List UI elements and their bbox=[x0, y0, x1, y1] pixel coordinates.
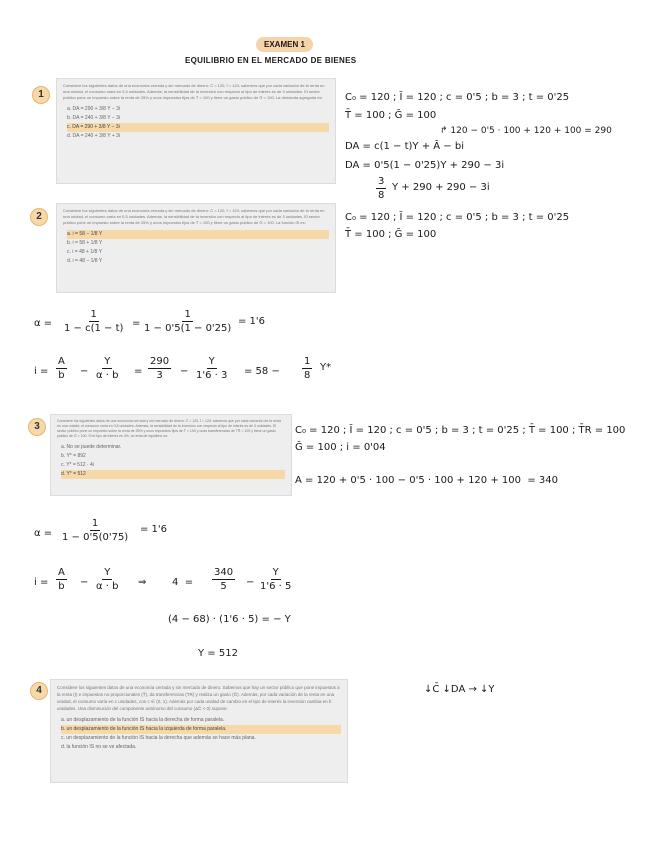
q2-is-num-5: 1 bbox=[304, 356, 311, 367]
question-1-option-c-selected[interactable]: c. DA = 290 + 3/8 Y − 3i bbox=[67, 123, 329, 132]
question-4-option-a[interactable]: a. un desplazamiento de la función IS hacia la derecha de forma paralela. bbox=[61, 717, 225, 723]
q2-is-den-3: 3 bbox=[156, 370, 163, 381]
question-number-3: 3 bbox=[28, 418, 46, 436]
q3-note-data-2: Ḡ = 100 ; i = 0'04 bbox=[295, 442, 386, 453]
q2-is-den-4: 1'6 · 3 bbox=[196, 370, 228, 381]
q3-alpha-result: = 1'6 bbox=[140, 524, 168, 535]
q3-is-num-4: Y bbox=[272, 567, 279, 578]
q3-is-num-2: Y bbox=[104, 567, 111, 578]
q2-alpha-lhs: α = bbox=[34, 318, 53, 329]
question-2-options bbox=[57, 228, 335, 266]
q2-is-num-4: Y bbox=[208, 356, 215, 367]
q1-frac-den: 8 bbox=[378, 190, 385, 201]
q3-is-minus-2: − bbox=[246, 577, 255, 588]
q3-is-frac-1 bbox=[56, 567, 67, 593]
q1-note-da-sub: DA = 0'5(1 − 0'25)Y + 290 − 3i bbox=[345, 160, 505, 171]
q1-note-data-1: C₀ = 120 ; Ī = 120 ; c = 0'5 ; b = 3 ; t = 0'25 bbox=[345, 92, 570, 103]
question-4-option-b-selected[interactable]: b. un desplazamiento de la función IS hacia la izquierda de forma paralela. bbox=[61, 725, 341, 734]
q3-alpha-num: 1 bbox=[91, 518, 99, 529]
q3-is-num-3: 340 bbox=[214, 567, 234, 578]
q3-is-frac-2 bbox=[96, 567, 118, 593]
q2-alpha-frac-1 bbox=[64, 309, 123, 335]
question-2-statement: Considere los siguientes datos de una economía cerrada y sin mercado de dinero: C̄ = 120, Ī = 120; sabemos que por cada variación de la renta en una unidad, el consumo varía en 0,5 unidades. Además, la sensibilidad de la inversión con respecto al tipo de interés es de 3 unidades. El sector público pone un impuesto sobre la renta de 25% y unos impuestos fijos de T̄ = 100 y tiene un gasto público de Ḡ = 100. La función IS es: bbox=[63, 208, 325, 225]
q2-is-den-2: α · b bbox=[96, 370, 119, 381]
q2-is-frac-1 bbox=[56, 356, 67, 382]
question-1-options bbox=[57, 103, 335, 141]
q2-is-den-1: b bbox=[58, 370, 65, 381]
question-3-option-c[interactable]: c. Y* = 512 · 4i bbox=[61, 462, 94, 468]
q2-alpha-den-2: 1 − 0'5(1 − 0'25) bbox=[144, 323, 232, 334]
question-2-card bbox=[56, 203, 336, 293]
q3-is-four: 4 = bbox=[172, 577, 194, 588]
question-number-1: 1 bbox=[32, 86, 50, 104]
question-3-option-d-selected[interactable]: d. Y* = 512 bbox=[61, 470, 285, 479]
q3-alpha-frac bbox=[62, 518, 128, 544]
q3-is-lhs: i = bbox=[34, 577, 49, 588]
q2-note-data-1: C₀ = 120 ; Ī = 120 ; c = 0'5 ; b = 3 ; t = 0'25 bbox=[345, 212, 570, 223]
question-2-option-d[interactable]: d. i = 48 − 1/8 Y bbox=[67, 258, 103, 264]
question-3-options bbox=[51, 441, 291, 479]
question-4-statement: Considere los siguientes datos de una economía cerrada y sin mercado de dinero. Sabemos que hay un sector público que pone impuestos a la renta (t) e impuestos no proporcionales (T̄), da transferencias (TR) y realiza un gasto (Ḡ). Además, por cada variación de la renta en una unidad, el consumo varía en c unidades, con c ∈ (0, 1). Además por cada unidad de cambio en el tipo de interés la inversión cambia en b unidades. Una disminución del componente autónomo del consumo (ΔC̄ < 0) supone: bbox=[57, 685, 340, 711]
q2-is-minus-2: − bbox=[180, 366, 189, 377]
question-4-option-c[interactable]: c. un desplazamiento de la función IS hacia la derecha que además se hace más plana. bbox=[61, 735, 256, 741]
q2-is-frac-3 bbox=[148, 356, 171, 382]
q2-is-num-3: 290 bbox=[150, 356, 170, 367]
q3-note-result: Y = 512 bbox=[198, 648, 238, 659]
q2-note-data-2: T̄ = 100 ; Ḡ = 100 bbox=[345, 229, 437, 240]
q3-alpha-lhs: α = bbox=[34, 528, 53, 539]
question-1-option-a[interactable]: a. DA = 290 + 3/8 Y − 3i bbox=[67, 106, 121, 112]
q2-is-eq: = bbox=[134, 366, 143, 377]
q1-note-da-result: Y + 290 + 290 − 3i bbox=[392, 182, 490, 193]
exam-subtitle: EQUILIBRIO EN EL MERCADO DE BIENES bbox=[185, 56, 357, 65]
q3-is-minus-1: − bbox=[80, 577, 89, 588]
q2-is-tail: Y* bbox=[320, 362, 332, 373]
question-1-option-b[interactable]: b. DA = 240 + 3/8 Y − 3i bbox=[67, 115, 121, 121]
q2-alpha-num-1: 1 bbox=[90, 309, 97, 320]
q3-alpha-den: 1 − 0'5(0'75) bbox=[62, 532, 129, 543]
question-3-option-b[interactable]: b. Y* = 892 bbox=[61, 453, 86, 459]
q3-is-frac-3 bbox=[212, 567, 235, 593]
q2-is-den-5: 8 bbox=[304, 370, 311, 381]
q3-note-data-1: C₀ = 120 ; Ī = 120 ; c = 0'5 ; b = 3 ; t = 0'25 ; T̄ = 100 ; T̄R = 100 bbox=[295, 425, 626, 436]
q2-is-frac-5 bbox=[302, 356, 312, 382]
q2-is-num-1: A bbox=[58, 356, 65, 367]
exam-title: EXAMEN 1 bbox=[256, 37, 313, 52]
q2-alpha-result: = 1'6 bbox=[238, 316, 266, 327]
question-2-option-a-selected[interactable]: a. i = 58 − 1/8 Y bbox=[67, 230, 329, 239]
q1-note-da-formula: DA = c(1 − t)Y + Ā − bi bbox=[345, 141, 464, 152]
q3-is-den-3: 5 bbox=[220, 581, 227, 592]
question-3-option-a[interactable]: a. No se puede determinar. bbox=[61, 444, 122, 450]
question-1-card bbox=[56, 78, 336, 184]
question-number-4: 4 bbox=[30, 682, 48, 700]
question-4-card bbox=[50, 679, 348, 783]
q1-note-data-2: T̄ = 100 ; Ḡ = 100 bbox=[345, 110, 437, 121]
q2-is-num-2: Y bbox=[104, 356, 111, 367]
q3-is-den-4: 1'6 · 5 bbox=[260, 581, 292, 592]
question-1-option-d[interactable]: d. DA = 240 + 3/8 Y + 3i bbox=[67, 133, 121, 139]
q4-note-effect: ↓C̄ ↓DA → ↓Y bbox=[424, 684, 495, 695]
q2-alpha-frac-2 bbox=[144, 309, 231, 335]
question-1-statement: Considere los siguientes datos de una economía cerrada y sin mercado de dinero: C̄ = 120, Ī = 120; sabemos que por cada variación de la renta en una unidad, el consumo varía en 0,5 unidades. Además, la sensibilidad de la inversión con respecto al tipo de interés es de 3 unidades. El sector público pone un impuesto sobre la renta de 25% y unos impuestos fijos de T̄ = 100 y tiene un gasto público de Ḡ = 100. La demanda agregada es: bbox=[63, 83, 325, 100]
q3-is-num-1: A bbox=[58, 567, 65, 578]
q3-is-den-2: α · b bbox=[96, 581, 119, 592]
q2-is-frac-4 bbox=[196, 356, 227, 382]
question-2-option-b[interactable]: b. i = 58 + 1/8 Y bbox=[67, 240, 103, 246]
q2-alpha-num-2: 1 bbox=[184, 309, 191, 320]
question-3-statement: Considere los siguientes datos de una economía cerrada y sin mercado de dinero: C̄ = 120, Ī = 120; sabemos que por cada variación de la renta en una unidad, el consumo varía en 0,5 unidades. Además, la sensibilidad de la inversión con respecto al tipo de interés es de 3 unidades. El sector público pone un impuesto sobre la renta de 25% y unos impuestos fijos de T̄ = 100 y unas transferencias de TR̄ = 100 y tiene un gasto público de Ḡ = 100. Si el tipo de interés es 4%, la renta de equilibrio es: bbox=[57, 419, 281, 438]
q2-alpha-eq: = bbox=[132, 318, 141, 329]
question-2-option-c[interactable]: c. i = 48 + 1/8 Y bbox=[67, 249, 102, 255]
question-4-options bbox=[51, 714, 347, 752]
q3-note-solve: (4 − 68) · (1'6 · 5) = − Y bbox=[168, 614, 291, 625]
q3-is-frac-4 bbox=[260, 567, 291, 593]
q2-is-lhs: i = bbox=[34, 366, 49, 377]
q3-is-arrow: ⇒ bbox=[138, 577, 147, 588]
q2-is-frac-2 bbox=[96, 356, 118, 382]
q2-is-minus-1: − bbox=[80, 366, 89, 377]
q1-frac-num: 3 bbox=[378, 176, 385, 187]
q1-note-fraction bbox=[376, 176, 386, 202]
q3-note-autonomous: A = 120 + 0'5 · 100 − 0'5 · 100 + 120 + 100 = 340 bbox=[295, 475, 558, 486]
q2-alpha-den-1: 1 − c(1 − t) bbox=[64, 323, 124, 334]
question-3-card bbox=[50, 414, 292, 496]
question-4-option-d[interactable]: d. la función IS no se ve afectada. bbox=[61, 744, 137, 750]
question-number-2: 2 bbox=[30, 208, 48, 226]
q2-is-result: = 58 − bbox=[244, 366, 280, 377]
q1-note-autonomous: ↱ 120 − 0'5 · 100 + 120 + 100 = 290 bbox=[440, 126, 612, 136]
q3-is-den-1: b bbox=[58, 581, 65, 592]
